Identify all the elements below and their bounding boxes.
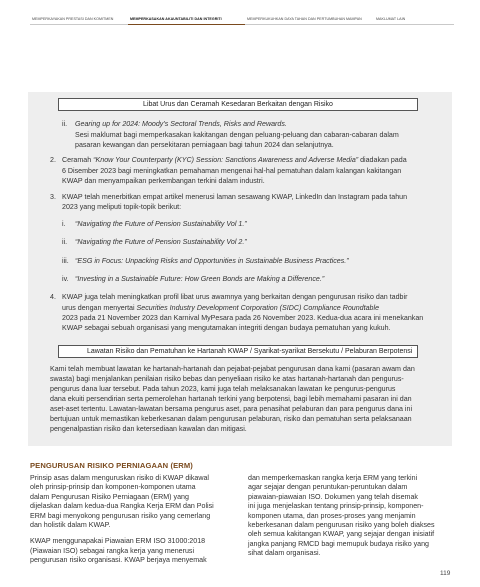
list-number: 4. [50,293,56,301]
text-line: jangka panjang RMCD bagi memupuk budaya risiko yang [248,539,429,548]
sub-item-number: ii. [62,120,68,128]
text-line [62,303,379,313]
text-line: dan holistik dalam KWAP. [30,521,111,530]
paragraph-gap [30,530,234,537]
text-line: dijelaskan dalam kedua-dua Rangka Kerja ERM dan Polisi [30,502,214,511]
text-line: piawaian-piawaian ISO. Dokumen yang telah disemak [248,492,418,501]
box-title-lawatan: Lawatan Risiko dan Pematuhan ke Hartanah KWAP / Syarikat-syarikat Bersekutu / Pelaburan Berpotensi [58,345,418,358]
nav-tab-prestasi[interactable]: MEMPERKAYAKAN PRESTASI DAN KOMITMEN [30,17,128,21]
text-line: KWAP telah menerbitkan empat artikel menerusi laman sesawang KWAP, LinkedIn dan Instagram pada tahun [62,193,408,201]
text-line: Kami telah membuat lawatan ke hartanah-hartanah dan pejabat-pejabat pengurusan dana kami (pasaran awam dan [50,365,415,373]
text-line: 6 Disember 2023 bagi meningkatkan pemahaman mengenai hal-hal pematuhan dalam kalangan kakitangan [62,166,402,175]
top-navigation [30,12,466,26]
text-line: ERM bagi menyokong pengurusan risiko yang cemerlang [30,511,211,520]
nav-tab-maklumat-lain[interactable]: MAKLUMAT LAIN [374,17,454,21]
session-title: “Know Your Counterparty (KYC) Session: Sanctions Awareness and Adverse Media” [93,156,359,164]
text-line: keberkesanan dalam pengurusan risiko yang boleh diakses [248,521,435,530]
text-segment: Ceramah [62,156,94,164]
right-column [248,474,452,559]
text-line: pengurusan risiko organisasi. KWAP berjaya menyemak [30,556,207,565]
text-line: ini juga menjelaskan tentang prinsip-prinsip, komponen- [248,502,424,511]
text-line: pengenalpastian risiko dan ketersediaan kawalan dan mitigasi. [50,425,247,433]
text-line: (Piawaian ISO) sebagai rangka kerja yang menerusi [30,546,195,555]
text-line: komponen utama, dan proses-proses yang menjamin [248,511,416,520]
text-line: dalam Pengurusan Risiko Perniagaan (ERM) yang [30,492,189,501]
text-line: swasta) bagi menjalankan penilaian risiko bebas dan penyeliaan risiko ke atas hartanah-hartanah dan pengurus- [50,375,404,383]
sub-item-title: Gearing up for 2024: Moody’s Sectoral Trends, Risks and Rewards. [75,120,287,128]
text-line: KWAP dan menyampaikan perkembangan terkini dalam industri. [62,176,265,185]
text-line: Sesi maklumat bagi memperkasakan kakitangan dengan peluang-peluang dan cabaran-cabaran dalam [75,130,399,139]
section-title: PENGURUSAN RISIKO PERNIAGAAN (ERM) [30,461,193,470]
text-line: aset-aset tertentu. Lawatan-lawatan bersama pengurus aset, para penasihat pelaburan dan para pengurus dana ini [50,405,413,413]
text-line: dana ekuiti persendirian serta pemerolehan hartanah terkini yang berpotensi, bagi lebih memahami pasaran ini dan [50,395,412,403]
article-title: “Navigating the Future of Pension Sustainability Vol 2.” [75,238,247,246]
text-line: dan memperkemaskan rangka kerja ERM yang terkini [248,474,418,482]
list-item-text [62,155,407,165]
text-segment: diadakan pada [358,156,407,164]
nav-tab-akauntabiliti[interactable]: MEMPERKASAKAN AKAUNTABILITI DAN INTEGRITI [128,17,245,21]
text-line: pengurus dana luar tersebut. Pada tahun 2023, kami juga telah melaksanakan lawatan ke pengurus-pengurus [50,385,396,393]
sub-item-number: iii. [62,257,69,265]
text-line: Prinsip asas dalam menguruskan risiko di KWAP dikawal [30,474,209,482]
text-line: sihat dalam organisasi. [248,549,321,558]
text-line: 2023 yang meliputi topik-topik berikut: [62,203,182,211]
list-number: 3. [50,193,56,201]
text-line: oleh semua kakitangan KWAP, yang sejajar dengan inisiatif [248,530,435,539]
text-line: KWAP juga telah meningkatkan profil libat urus awamnya yang berkaitan dengan pengurusan risiko dan tadbir [62,293,408,301]
text-line: agar sejajar dengan peruntukan-peruntukan dalam [248,483,408,492]
text-line: oleh prinsip-prinsip dan komponen-komponen utama [30,483,196,492]
event-title: Securities Industry Development Corporation (SIDC) Compliance Roundtable [136,303,380,312]
text-line: 2023 pada 21 November 2023 dan Karnival MyPesara pada 26 November 2023. Kedua-dua acara ini menekankan [62,313,424,322]
text-segment: urus dengan menyertai [62,303,137,312]
sub-item-number: iv. [62,275,69,283]
page-number: 119 [440,570,451,577]
nav-tab-daya-tahan[interactable]: MEMPERKUKUHKAN DAYA TAHAN DAN PERTUMBUHAN MAMPAN [245,17,374,21]
text-line: pasaran kewangan dan persekitaran perniagaan bagi tahun 2024 dan selanjutnya. [75,140,334,149]
left-column [30,474,234,566]
text-line: bertujuan untuk memastikan keberkesanan dalam pengurusan pelaburan, risiko dan pematuhan serta pelaksanaan [50,415,412,423]
text-line: KWAP sebagai sebuah organisasi yang mengutamakan integriti dengan budaya pematuhan yang kukuh. [62,323,391,332]
box-title-libat-urus: Libat Urus dan Ceramah Kesedaran Berkaitan dengan Risiko [58,98,418,111]
sub-item-number: i. [62,220,66,228]
article-title: “Investing in a Sustainable Future: How Green Bonds are Making a Difference.” [75,275,325,283]
sub-item-number: ii. [62,238,68,246]
text-line: KWAP menggunapakai Piawaian ERM ISO 31000:2018 [30,537,206,546]
list-number: 2. [50,156,56,164]
article-title: “Navigating the Future of Pension Sustainability Vol 1.” [75,220,247,228]
article-title: “ESG in Focus: Unpacking Risks and Opportunities in Sustainable Business Practices.” [75,257,349,265]
